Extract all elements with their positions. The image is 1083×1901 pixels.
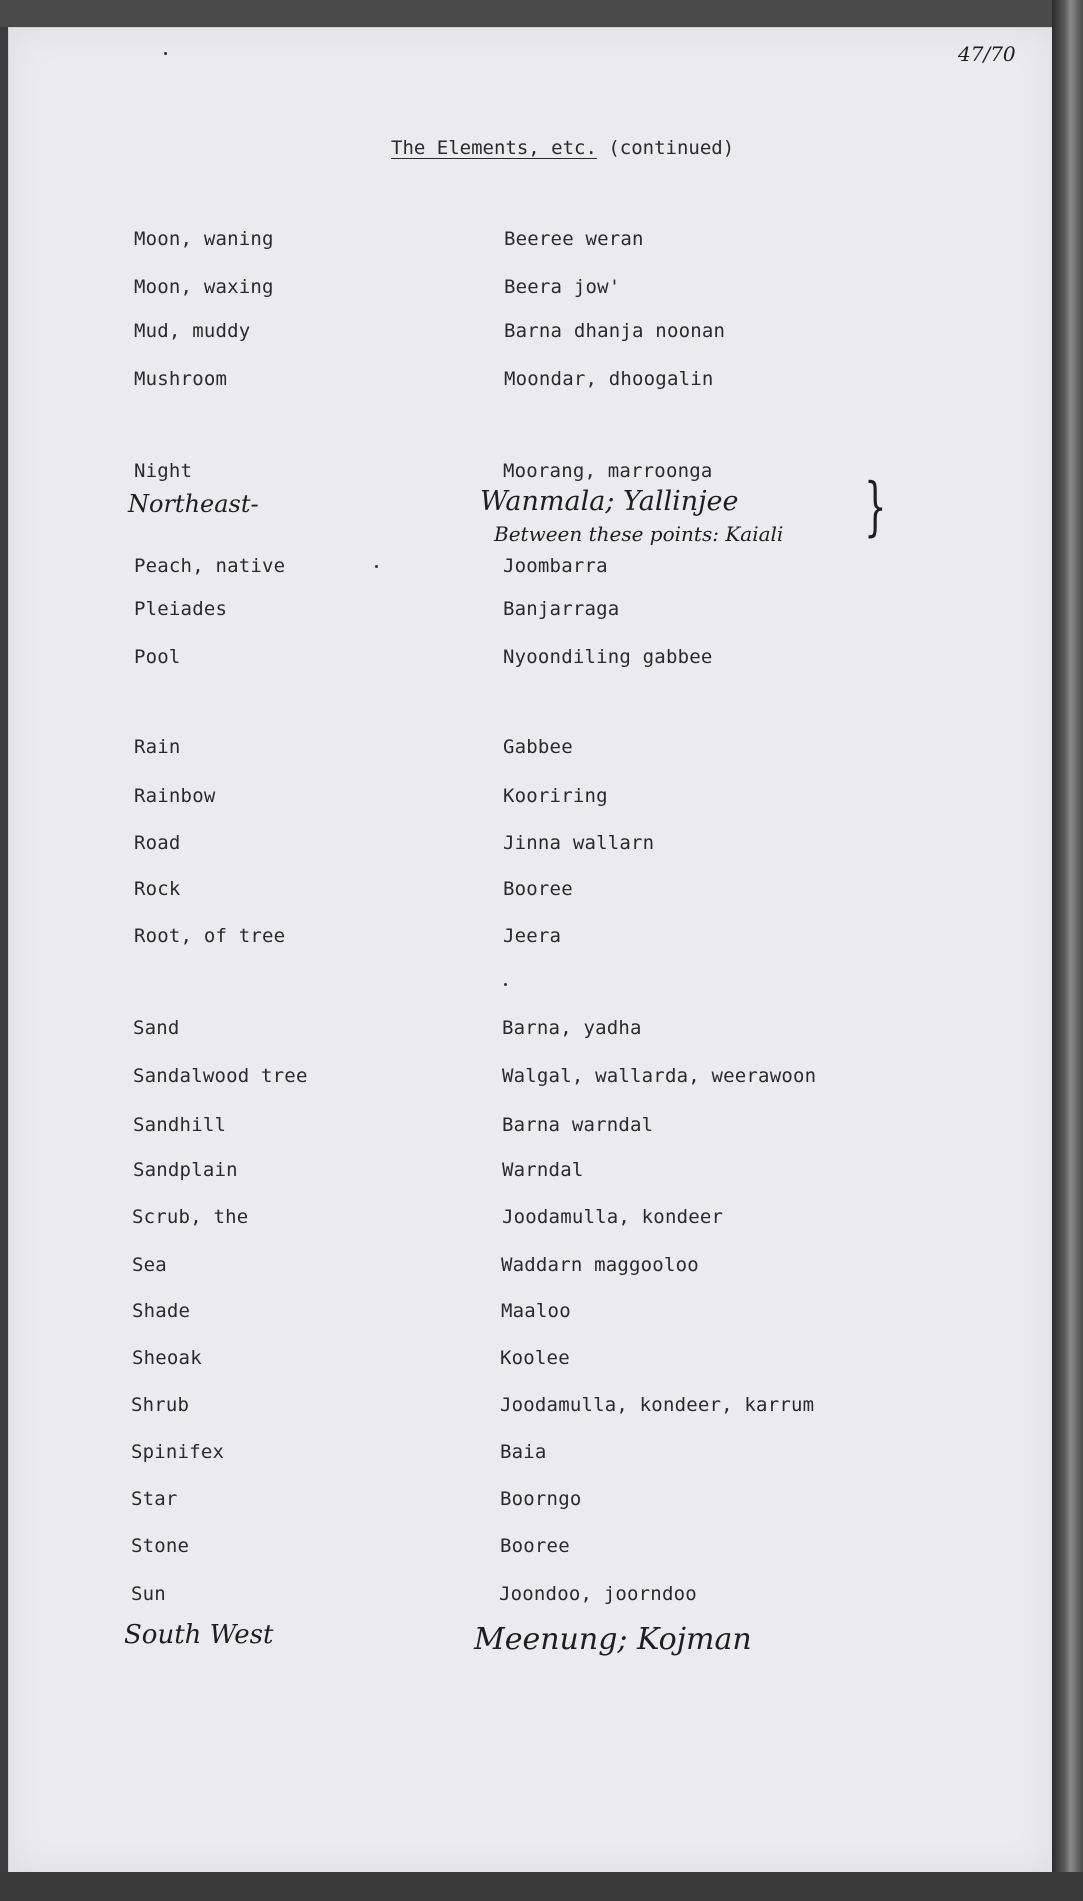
entry-term: Mushroom: [134, 368, 228, 390]
entry-term: Moon, waning: [134, 228, 274, 250]
entry-translation: Baia: [500, 1441, 547, 1463]
scan-right-border: [1052, 0, 1083, 1901]
handwritten-term-northeast: Northeast-: [128, 490, 259, 518]
entry-translation: Moondar, dhoogalin: [504, 368, 714, 390]
entry-term: Sandplain: [133, 1159, 238, 1181]
handwritten-term-southwest: South West: [124, 1620, 274, 1650]
entry-translation: Jinna wallarn: [503, 832, 655, 854]
scan-top-border: [0, 0, 1083, 27]
entry-translation: Boorngo: [500, 1488, 582, 1510]
entry-term: Shrub: [131, 1394, 190, 1416]
entry-term: Scrub, the: [132, 1206, 249, 1228]
entry-term: Stone: [131, 1535, 190, 1557]
entry-translation: Booree: [500, 1535, 570, 1557]
entry-term: Sea: [132, 1254, 167, 1276]
ink-speck: [504, 983, 507, 986]
entry-term: Night: [134, 460, 193, 482]
entry-translation: Barna, yadha: [502, 1017, 642, 1039]
page-title: [391, 137, 734, 159]
entry-translation: Joombarra: [503, 555, 608, 577]
entry-translation: Waddarn maggooloo: [501, 1254, 699, 1276]
handwritten-note-between-points: Between these points: Kaiali: [494, 522, 784, 546]
entry-translation: Joodamulla, kondeer: [502, 1206, 724, 1228]
entry-term: Root, of tree: [134, 925, 286, 947]
entry-term: Rain: [134, 736, 181, 758]
entry-term: Pleiades: [134, 598, 228, 620]
entry-term: Star: [131, 1488, 178, 1510]
ink-speck: [375, 565, 378, 568]
entry-term: Shade: [132, 1300, 191, 1322]
entry-translation: Beeree weran: [504, 228, 644, 250]
entry-translation: Walgal, wallarda, weerawoon: [502, 1065, 817, 1087]
entry-translation: Barna dhanja noonan: [504, 320, 726, 342]
title-continued: (continued): [608, 137, 735, 159]
entry-term: Spinifex: [131, 1441, 225, 1463]
page-number: 47/70: [958, 42, 1016, 66]
entry-term: Mud, muddy: [134, 320, 251, 342]
entry-term: Pool: [134, 646, 181, 668]
entry-term: Sand: [133, 1017, 180, 1039]
entry-translation: Kooriring: [503, 785, 608, 807]
handwritten-translation-northeast: Wanmala; Yallinjee: [480, 486, 739, 517]
entry-translation: Booree: [503, 878, 573, 900]
entry-term: Sun: [131, 1583, 166, 1605]
entry-translation: Banjarraga: [503, 598, 620, 620]
entry-translation: Beera jow': [504, 276, 621, 298]
entry-term: Sandalwood tree: [133, 1065, 308, 1087]
curly-brace-mark: }: [864, 470, 887, 544]
entry-translation: Joondoo, joorndoo: [499, 1583, 697, 1605]
entry-term: Road: [134, 832, 181, 854]
entry-term: Moon, waxing: [134, 276, 274, 298]
entry-translation: Barna warndal: [502, 1114, 654, 1136]
scan-bottom-border: [0, 1872, 1083, 1901]
title-underlined: The Elements, etc.: [391, 137, 597, 159]
ink-speck: [164, 52, 167, 55]
entry-translation: Joodamulla, kondeer, karrum: [500, 1394, 815, 1416]
entry-term: Rainbow: [134, 785, 216, 807]
entry-translation: Moorang, marroonga: [503, 460, 713, 482]
handwritten-translation-southwest: Meenung; Kojman: [474, 1622, 752, 1657]
entry-term: Rock: [134, 878, 181, 900]
entry-translation: Gabbee: [503, 736, 573, 758]
entry-translation: Maaloo: [501, 1300, 571, 1322]
entry-term: Sheoak: [132, 1347, 202, 1369]
entry-translation: Koolee: [500, 1347, 570, 1369]
entry-term: Peach, native: [134, 555, 286, 577]
entry-translation: Warndal: [502, 1159, 584, 1181]
entry-translation: Jeera: [503, 925, 562, 947]
entry-term: Sandhill: [133, 1114, 227, 1136]
entry-translation: Nyoondiling gabbee: [503, 646, 713, 668]
